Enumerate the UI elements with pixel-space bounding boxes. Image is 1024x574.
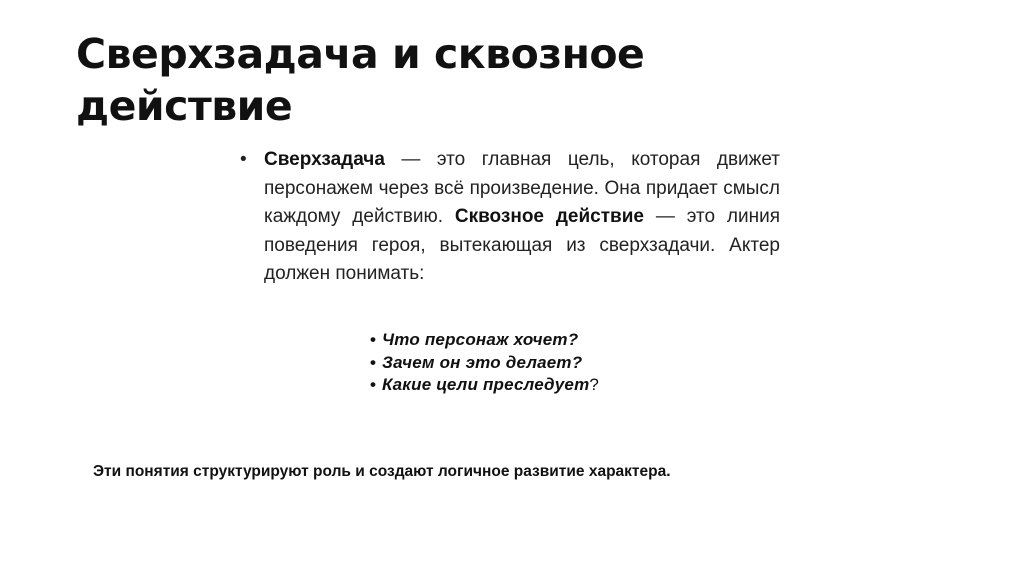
- question-bullet: •: [370, 352, 376, 372]
- slide-title-line-1: Сверхзадача и сквозное: [76, 30, 645, 78]
- question-text: Зачем он это делает?: [382, 352, 583, 372]
- slide-title: [76, 28, 796, 132]
- question-item-2: [370, 352, 599, 375]
- main-bullet: [240, 146, 780, 289]
- bullet-text: [264, 146, 780, 289]
- bullet-symbol: •: [240, 149, 247, 170]
- slide-title-line-2: действие: [76, 82, 293, 130]
- question-item-3: [370, 374, 599, 397]
- question-item-1: [370, 329, 599, 352]
- question-text: Что персонаж хочет?: [382, 330, 579, 349]
- question-list: [370, 329, 599, 397]
- summary-text: Эти понятия структурируют роль и создают логичное развитие характера.: [93, 463, 671, 480]
- definition-through-action: — это линия поведения героя, вытекающая из сверхзадачи. Актер должен понимать:: [264, 206, 781, 284]
- definition-superobjective: — это главная цель, которая движет персонажем через всё произведение. Она придает смысл каждому действию.: [264, 149, 780, 227]
- bullet-item: [240, 146, 780, 289]
- term-superobjective: Сверхзадача: [264, 149, 385, 170]
- question-tail: ?: [589, 375, 599, 394]
- question-text: Какие цели преследует: [382, 375, 590, 394]
- question-bullet: •: [370, 375, 376, 394]
- term-through-action: Сквозное действие: [454, 206, 644, 227]
- question-bullet: •: [370, 330, 376, 349]
